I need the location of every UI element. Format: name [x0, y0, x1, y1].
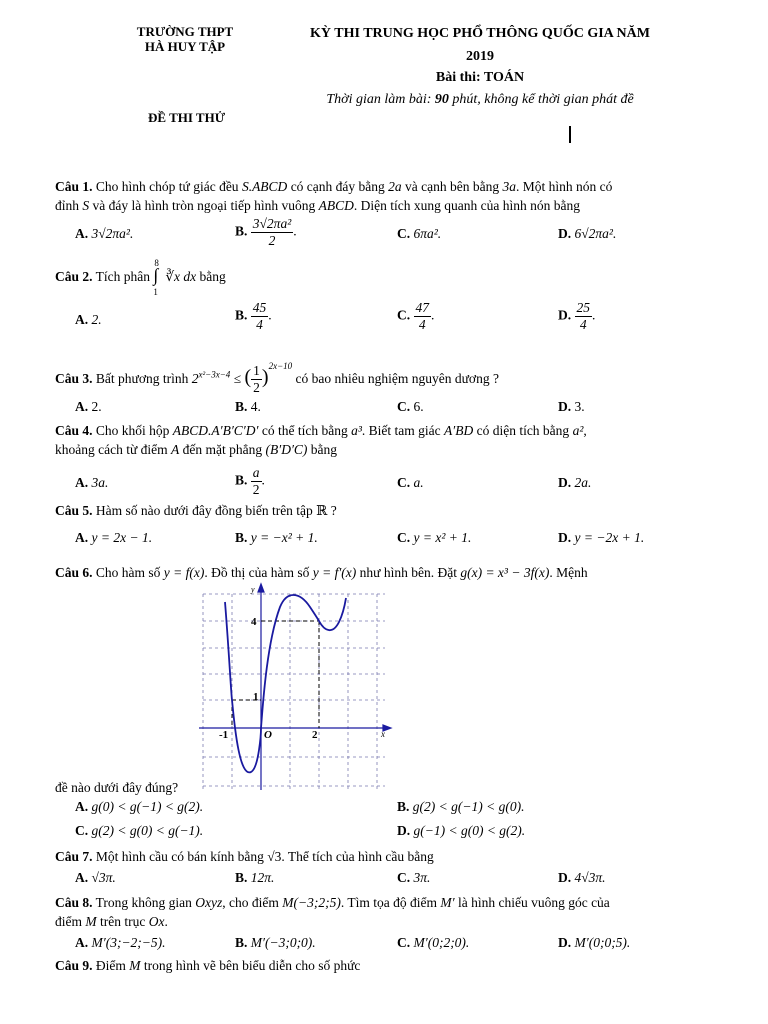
question-5: [55, 501, 735, 520]
option-label: B.: [235, 223, 248, 239]
question-text: bằng: [307, 442, 338, 457]
option-label: B.: [235, 935, 248, 950]
option-b[interactable]: [235, 530, 318, 546]
option-label: B.: [235, 307, 248, 323]
option-label: C.: [397, 307, 411, 323]
answer-row: [75, 300, 735, 332]
question-text: . Diện tích xung quanh của hình nón bằng: [353, 198, 580, 213]
denominator: 2: [253, 380, 260, 396]
denominator: 4: [256, 317, 263, 332]
answer-row: [75, 823, 735, 843]
exam-title-line-2: 2019: [466, 49, 494, 64]
derivative-curve: [225, 595, 346, 772]
math-exponent: x²−3x−4: [198, 369, 231, 380]
option-c[interactable]: [75, 823, 203, 839]
math-expr: y = f(x): [163, 565, 205, 580]
option-d[interactable]: [558, 475, 591, 491]
option-label: A.: [75, 870, 89, 885]
option-c[interactable]: [397, 226, 441, 242]
option-d[interactable]: [558, 935, 630, 951]
y-axis-arrow: [258, 584, 264, 592]
option-label: D.: [558, 935, 572, 950]
option-value: y = −2x + 1.: [574, 530, 645, 545]
math-operator: ≤: [230, 371, 245, 386]
option-value: M′(3;−2;−5).: [91, 935, 166, 950]
option-value: 4√3π.: [574, 870, 606, 885]
option-value: √3π.: [91, 870, 116, 885]
tick-label-minus-1: -1: [219, 729, 229, 741]
option-value: 3a.: [91, 475, 109, 490]
denominator: 4: [579, 317, 587, 332]
answer-row: [75, 799, 735, 819]
option-label: A.: [75, 530, 89, 545]
option-label: C.: [397, 530, 411, 545]
numerator: 3√2πa²: [252, 216, 292, 231]
question-text: . Thể tích của hình cầu bằng: [281, 849, 434, 864]
numerator: 1: [253, 363, 260, 379]
question-text: có diện tích bằng: [473, 423, 573, 438]
option-b[interactable]: [235, 870, 274, 886]
text-cursor: [569, 126, 571, 143]
tick-label-2: 2: [312, 729, 318, 741]
math-base: 2: [191, 371, 199, 386]
option-d[interactable]: [558, 870, 606, 886]
option-label: C.: [397, 226, 411, 241]
exam-title: [270, 22, 690, 68]
exam-title-line-1: KỲ THI TRUNG HỌC PHỔ THÔNG QUỐC GIA NĂM: [310, 26, 650, 41]
question-text: . Biết tam giác: [361, 423, 444, 438]
math-expr: S.ABCD: [241, 179, 288, 194]
question-text: như hình bên. Đặt: [356, 565, 461, 580]
subject: Bài thi: TOÁN: [435, 70, 525, 85]
question-text: Một hình cầu có bán kính bằng: [95, 849, 268, 864]
question-text: Cho khối hộp: [95, 423, 173, 438]
option-label: D.: [558, 870, 572, 885]
fraction: [575, 300, 593, 333]
time-suffix: phút, không kể thời gian phát đề: [448, 92, 634, 107]
math-expr: M′: [440, 895, 455, 910]
option-value: 3.: [574, 399, 585, 414]
option-c[interactable]: [397, 475, 424, 491]
option-value: a.: [413, 475, 424, 490]
question-text: Điểm: [95, 958, 130, 973]
grid: [203, 594, 385, 790]
question-text: ,: [583, 423, 587, 438]
option-value: g(2) < g(0) < g(−1).: [91, 823, 204, 838]
option-b[interactable]: [397, 799, 524, 815]
integral-sign: ∫: [153, 265, 159, 285]
option-value: y = 2x − 1.: [91, 530, 153, 545]
option-value: 4.: [250, 399, 261, 414]
option-value: g(−1) < g(0) < g(2).: [413, 823, 526, 838]
option-value: g(0) < g(−1) < g(2).: [91, 799, 204, 814]
option-a[interactable]: [75, 799, 203, 815]
question-text: và đáy là hình tròn ngoại tiếp hình vuông: [89, 198, 319, 213]
math-expr: Ox: [148, 914, 165, 929]
option-label: C.: [397, 475, 411, 490]
math-expr: (B′D′C): [265, 442, 308, 457]
fraction: [251, 363, 262, 396]
question-text: khoảng cách từ điểm: [55, 442, 172, 457]
school-line-1: TRƯỜNG THPT: [136, 24, 234, 39]
question-7: [55, 847, 735, 866]
math-expr: S: [82, 198, 90, 213]
math-expr: A′BD: [444, 423, 474, 438]
math-expr: a³: [351, 423, 362, 438]
question-text: đến mặt phẳng: [179, 442, 266, 457]
option-label: A.: [75, 312, 89, 327]
question-3: Câu 3. Bất phương trình $2^{x^2-3x-4}$ ≤ ( $\frac{1}{2}$ )$^{2x-10}$ có bao nhiêu nghiệm nguyên dương ?: [55, 361, 499, 396]
denominator: 4: [418, 317, 426, 332]
question-text: trong hình vẽ bên biểu diễn cho số phức: [140, 958, 361, 973]
numerator: 25: [576, 300, 590, 315]
option-label: D.: [558, 226, 572, 241]
option-a[interactable]: [75, 870, 116, 886]
option-label: D.: [558, 530, 572, 545]
y-axis-label: y: [251, 585, 255, 594]
question-text: điểm: [55, 914, 86, 929]
option-value: 2a.: [574, 475, 592, 490]
question-text: trên trục: [96, 914, 149, 929]
option-value: 3π.: [413, 870, 431, 885]
option-a[interactable]: [75, 226, 133, 242]
option-d[interactable]: [558, 530, 644, 546]
question-text: là hình chiếu vuông góc của: [454, 895, 610, 910]
question-text: .: [164, 914, 168, 929]
question-6: [55, 563, 735, 582]
numerator: 47: [415, 300, 429, 315]
answer-row: [75, 530, 735, 550]
option-c[interactable]: [397, 399, 424, 415]
question-1: [55, 177, 735, 215]
time-value: 90: [434, 92, 449, 107]
option-label: B.: [235, 530, 248, 545]
tick-label-4: 4: [251, 616, 257, 628]
integrand: ∛x dx: [165, 269, 197, 284]
option-label: D.: [558, 307, 572, 323]
question-text: có bao nhiêu nghiệm nguyên dương ?: [292, 371, 499, 386]
option-a[interactable]: [75, 935, 166, 951]
math-expr: ABCD: [318, 198, 354, 213]
answer-row: [75, 216, 735, 248]
option-label: D.: [397, 823, 411, 838]
question-label: Câu 7.: [55, 849, 93, 864]
question-label: Câu 2.: [55, 269, 93, 284]
question-text: , cho điểm: [222, 895, 283, 910]
question-text: và cạnh bên bằng: [401, 179, 503, 194]
math-expr: 2a: [388, 179, 402, 194]
fraction: [251, 465, 262, 498]
math-expr: ℝ: [316, 503, 328, 518]
question-text: đỉnh: [55, 198, 83, 213]
question-text: . Tìm tọa độ điểm: [340, 895, 441, 910]
math-expr: y = f′(x): [312, 565, 357, 580]
origin-label: O: [264, 729, 272, 741]
question-8: [55, 893, 735, 931]
option-d[interactable]: [558, 226, 616, 242]
option-value: 2.: [91, 399, 102, 414]
exam-type: ĐỀ THI THỬ: [148, 110, 226, 125]
denominator: 2: [268, 233, 276, 248]
option-label: C.: [397, 935, 411, 950]
option-d[interactable]: [397, 823, 525, 839]
option-label: C.: [397, 870, 411, 885]
option-label: B.: [235, 870, 248, 885]
math-expr: M: [85, 914, 97, 929]
math-exponent: 2x−10: [268, 361, 293, 371]
question-label: Câu 6.: [55, 565, 93, 580]
math-expr: A: [171, 442, 180, 457]
answer-row: [75, 465, 735, 497]
question-text: Bất phương trình: [95, 371, 192, 386]
math-expr: M: [129, 958, 141, 973]
question-text: có thể tích bằng: [258, 423, 352, 438]
school-name: [100, 24, 270, 54]
option-d[interactable]: D. $\frac{25}{4}$ .: [558, 300, 596, 332]
fraction: [251, 300, 269, 333]
question-4: [55, 421, 735, 459]
question-text: Hàm số nào dưới đây đồng biến trên tập: [95, 503, 317, 518]
math-expr: ABCD.A′B′C′D′: [172, 423, 259, 438]
option-value: 6√2πa².: [574, 226, 617, 241]
question-text: Tích phân: [95, 269, 154, 284]
math-expr: Oxyz: [195, 895, 223, 910]
option-label: B.: [235, 399, 248, 414]
question-2: [55, 258, 735, 297]
option-value: 6πa².: [413, 226, 442, 241]
question-label: Câu 3.: [55, 371, 93, 386]
option-b[interactable]: [235, 399, 261, 415]
option-value: M′(−3;0;0).: [250, 935, 316, 950]
question-text: Cho hàm số: [95, 565, 164, 580]
option-value: M′(0;2;0).: [413, 935, 470, 950]
time-prefix: Thời gian làm bài:: [326, 92, 435, 107]
option-label: A.: [75, 935, 89, 950]
school-line-2: HÀ HUY TẬP: [144, 39, 226, 54]
x-axis-label: x: [381, 729, 385, 739]
question-label: Câu 9.: [55, 958, 93, 973]
option-value: y = x² + 1.: [413, 530, 472, 545]
time-limit: [260, 92, 700, 108]
option-value: 2.: [91, 312, 102, 327]
math-expr: √3: [267, 849, 282, 864]
question-text: Trong không gian: [95, 895, 196, 910]
fraction: [251, 216, 293, 249]
numerator: 45: [252, 300, 267, 315]
question-text: bằng: [196, 269, 226, 284]
math-expr: M(−3;2;5): [282, 895, 341, 910]
answer-row: [75, 935, 735, 955]
option-c[interactable]: [397, 935, 469, 951]
lower-limit: 1: [153, 287, 158, 297]
derivative-graph: [195, 582, 395, 792]
question-9: [55, 956, 735, 975]
option-a[interactable]: [75, 312, 102, 328]
question-text: Cho hình chóp tứ giác đều: [95, 179, 242, 194]
tick-label-1: 1: [253, 691, 259, 703]
question-label: Câu 1.: [55, 179, 93, 194]
option-label: A.: [75, 475, 89, 490]
math-expr: 3a: [502, 179, 516, 194]
question-text: . Mệnh: [549, 565, 588, 580]
option-label: B.: [235, 472, 248, 488]
option-value: 3√2πa².: [91, 226, 134, 241]
option-a[interactable]: [75, 530, 152, 546]
question-text: ?: [327, 503, 337, 518]
option-value: M′(0;0;5).: [574, 935, 631, 950]
option-value: 6.: [413, 399, 424, 414]
question-label: Câu 4.: [55, 423, 93, 438]
question-text: có cạnh đáy bằng: [287, 179, 389, 194]
answer-row: [75, 399, 735, 419]
option-label: B.: [397, 799, 410, 814]
option-label: D.: [558, 399, 572, 414]
question-6-continued: đề nào dưới đây đúng?: [55, 780, 179, 795]
option-label: A.: [75, 399, 89, 414]
option-label: C.: [75, 823, 89, 838]
question-label: Câu 8.: [55, 895, 93, 910]
option-label: A.: [75, 226, 89, 241]
math-expr: a²: [572, 423, 584, 438]
option-label: D.: [558, 475, 572, 490]
option-b[interactable]: B. $\frac{45}{4}$ .: [235, 300, 272, 332]
option-a[interactable]: [75, 399, 102, 415]
numerator: a: [252, 465, 260, 480]
answer-row: [75, 870, 735, 890]
option-value: y = −x² + 1.: [250, 530, 318, 545]
option-b[interactable]: B. $\frac{a}{2}$ .: [235, 465, 265, 497]
question-text: . Đồ thị của hàm số: [204, 565, 313, 580]
upper-limit: 8: [154, 258, 159, 268]
denominator: 2: [252, 482, 260, 497]
option-a[interactable]: [75, 475, 108, 491]
fraction: [414, 300, 432, 333]
option-c[interactable]: C. $\frac{47}{4}$ .: [397, 300, 435, 332]
option-c[interactable]: [397, 530, 471, 546]
question-text: . Một hình nón có: [516, 179, 613, 194]
option-c[interactable]: [397, 870, 430, 886]
math-expr: g(x) = x³ − 3f(x): [460, 565, 550, 580]
integral: [153, 258, 165, 297]
option-d[interactable]: [558, 399, 585, 415]
option-b[interactable]: [235, 935, 316, 951]
option-value: 12π.: [250, 870, 275, 885]
question-label: Câu 5.: [55, 503, 93, 518]
option-value: g(2) < g(−1) < g(0).: [412, 799, 525, 814]
option-b[interactable]: B. $\frac{\text{3√2πa²}}{2}$ .: [235, 216, 297, 248]
option-label: C.: [397, 399, 411, 414]
option-label: A.: [75, 799, 89, 814]
